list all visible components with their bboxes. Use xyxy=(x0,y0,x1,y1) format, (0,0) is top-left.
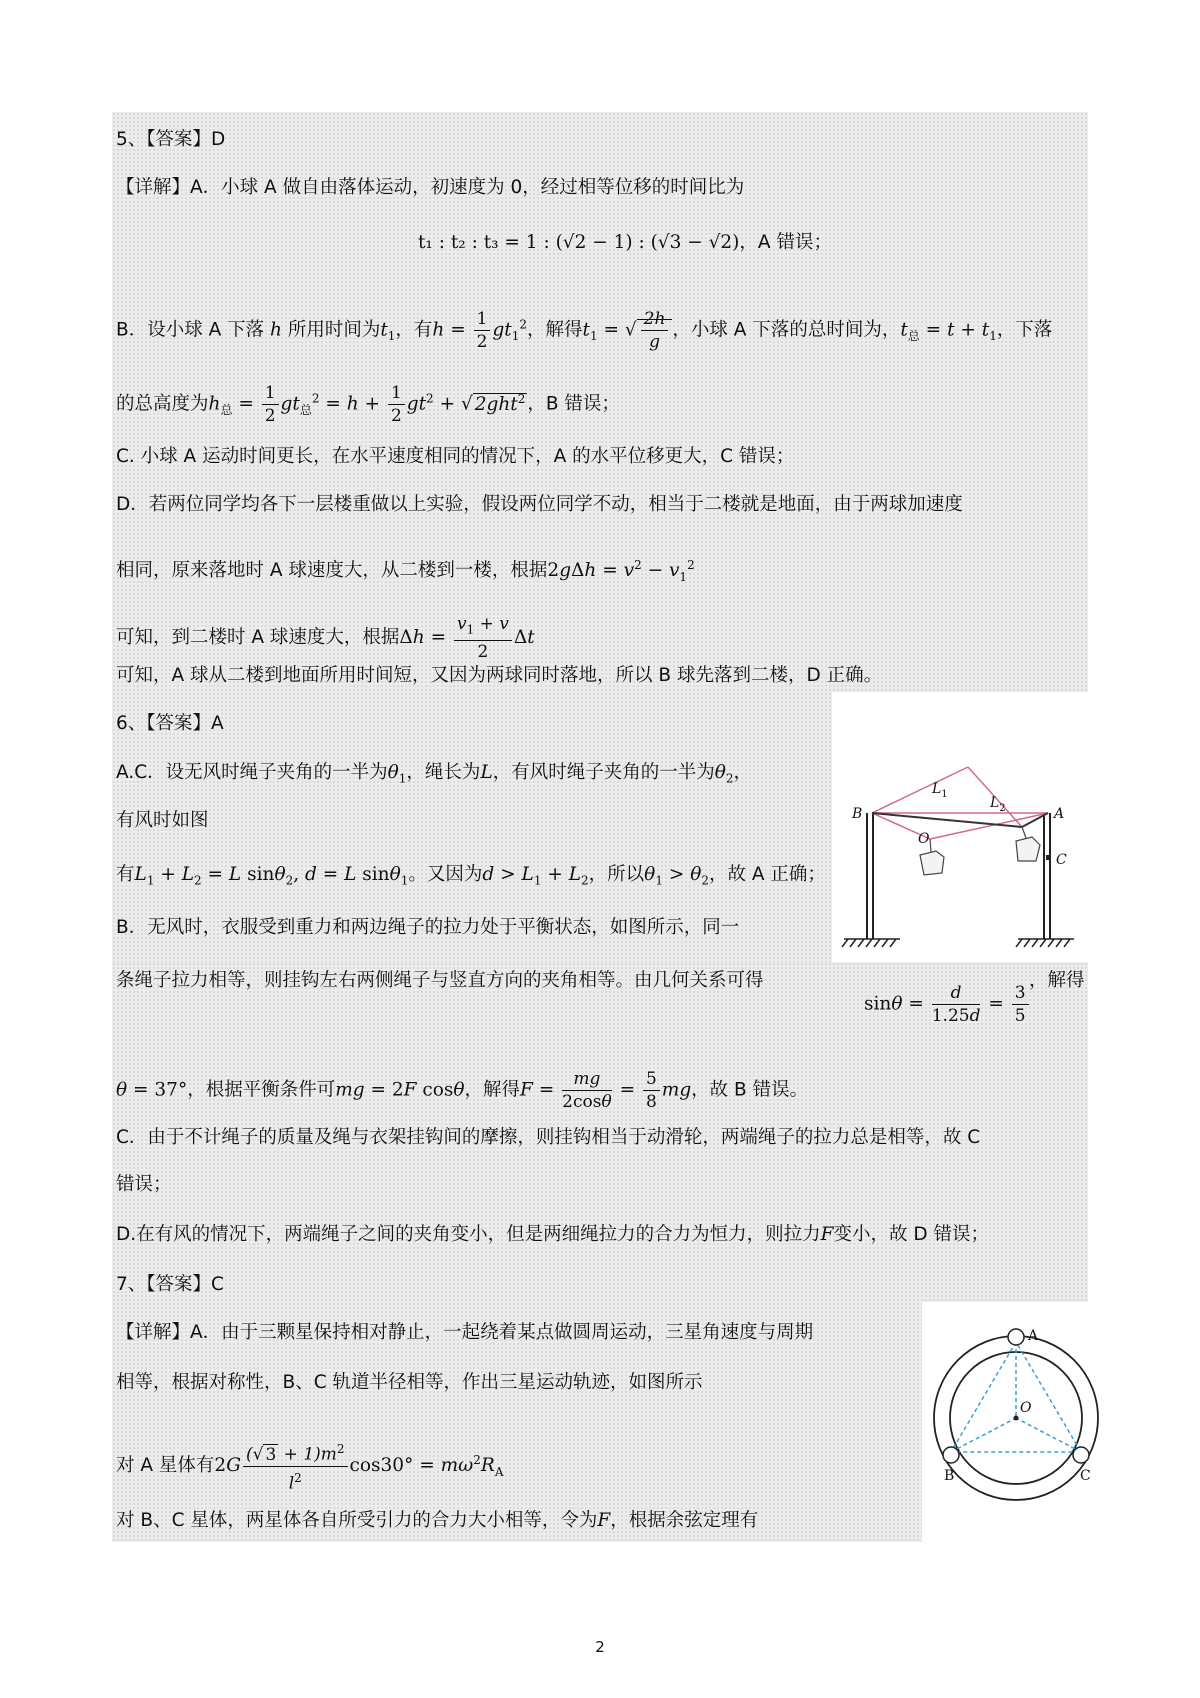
orbit-label-o: O xyxy=(1020,1400,1032,1416)
q6-d-text-b: 变小，故 D 错误； xyxy=(833,1224,989,1245)
triangle-dashed xyxy=(951,1342,1081,1452)
q5-b2-text-b: ，B 错误； xyxy=(527,393,620,415)
q5-option-d-line4: 可知，A 球从二楼到地面所用时间短，又因为两球同时落地，所以 B 球先落到二楼，D 正确。 xyxy=(116,665,883,686)
q5-option-c: C. 小球 A 运动时间更长，在水平速度相同的情况下，A 的水平位移更大，C 错误； xyxy=(116,446,795,467)
q5-answer: 5、【答案】D xyxy=(116,129,226,150)
q5-d3-text: 可知，到二楼时 A 球速度大，根据 xyxy=(116,627,400,649)
q5-option-d-line2: 相同，原来落地时 A 球速度大，从二楼到一楼，根据$2g\Delta h = v^2 - v_1^2$ xyxy=(116,558,695,584)
q6-ac3-text-b: 。又因为 xyxy=(408,864,483,885)
three-star-orbit-figure xyxy=(924,1322,1110,1502)
q6-b2-text-a: 条绳子拉力相等，则挂钩左右两侧绳子与竖直方向的夹角相等。由几何关系可得 xyxy=(116,970,764,991)
time-ratio-equation: t₁ : t₂ : t₃ = 1 : (√2 − 1) : (√3 − √2) xyxy=(418,232,740,253)
orbit-label-b: B xyxy=(944,1468,955,1484)
q5-d2-text: 相同，原来落地时 A 球速度大，从二楼到一楼，根据 xyxy=(116,560,548,582)
sqrt-2h-over-g: $\frac{2h}{g}$ xyxy=(641,308,669,353)
q5-b-text-c: ，有 xyxy=(395,319,433,341)
q6-sin-theta-equation: sinθ = $\frac{d}{1.25d}$ = $\frac{3}{5}$ xyxy=(864,982,1031,1027)
figure-label-c: C xyxy=(1056,852,1067,868)
q5-option-d-line1: D．若两位同学均各下一层楼重做以上实验，假设两位同学不动，相当于二楼就是地面，由于两球加速度 xyxy=(116,494,963,515)
star-a xyxy=(1008,1329,1024,1345)
q6-ac-line2: 有风时如图 xyxy=(116,810,209,831)
star-b xyxy=(943,1447,959,1463)
q7-detail-line2: 相等，根据对称性，B、C 轨道半径相等，作出三星运动轨迹，如图所示 xyxy=(116,1372,703,1393)
q7-d4-tail: ，根据余弦定理有 xyxy=(610,1510,759,1531)
q6-b3-text-c: ，故 B 错误。 xyxy=(691,1079,809,1101)
q6-ac1-text-b: ，绳长为 xyxy=(406,762,481,783)
figure-label-a: A xyxy=(1054,806,1065,822)
figure-label-l2: $L_2$ xyxy=(990,795,1006,814)
half-fraction: $\frac{1}{2}$ xyxy=(474,308,491,353)
q5-time-ratio-line xyxy=(418,230,832,256)
page-number: 2 xyxy=(595,1638,605,1656)
q6-answer: 6、【答案】A xyxy=(116,713,224,734)
q6-b-line2 xyxy=(116,968,1085,994)
q6-ac1-text-a: A.C．设无风时绳子夹角的一半为 xyxy=(116,762,388,783)
q6-ac1-text-c: ，有风时绳子夹角的一半为 xyxy=(492,762,715,783)
q6-b-line3: θ = 37°，根据平衡条件可mg = 2F cosθ，解得F = $\frac{mg}{2\cos\theta}$ = $\frac{5}{8}$ mg，故 B 错误。 xyxy=(116,1069,809,1112)
pink-rope-lines xyxy=(872,767,1048,839)
q7-d3-text: 对 A 星体有 xyxy=(116,1455,215,1477)
q5-b2-text-a: 的总高度为 xyxy=(116,393,209,415)
figure-label-b: B xyxy=(852,806,863,822)
q6-ac-line1: A.C．设无风时绳子夹角的一半为$\theta_1$，绳长为L，有风时绳子夹角的一半为$\theta_2$， xyxy=(116,762,753,786)
q5-option-d-line3: 可知，到二楼时 A 球速度大，根据Δh = $\frac{v_1 + v}{2}$ Δt xyxy=(116,614,535,663)
right-pole xyxy=(1044,813,1050,939)
figure-label-l1: $L_1$ xyxy=(932,781,948,800)
q5-b-text-d: ，解得 xyxy=(527,319,583,341)
figure-label-o: O xyxy=(918,831,930,847)
point-c-marker xyxy=(1046,855,1051,860)
orbit-label-c: C xyxy=(1080,1468,1091,1484)
q5-b-text-f: ，下落 xyxy=(996,319,1053,341)
q6-c-line1: C．由于不计绳子的质量及绳与衣架挂钩间的摩擦，则挂钩相当于动滑轮，两端绳子的拉力总是相等，故 C xyxy=(116,1127,981,1148)
clothesline-figure xyxy=(840,705,1090,950)
q6-d-text-a: D.在有风的情况下，两端绳子之间的夹角变小，但是两细绳拉力的合力为恒力，则拉力 xyxy=(116,1224,821,1245)
q7-detail-line4: 对 B、C 星体，两星体各自所受引力的合力大小相等，令为F，根据余弦定理有 xyxy=(116,1510,759,1531)
left-pole xyxy=(867,813,873,939)
hanging-clothes xyxy=(920,827,1040,875)
q5-b-line1: B．设小球 A 下落 h 所用时间为$t_1$，有h = $\frac{1}{2}$ $gt_1^2$，解得$t_1$ = √ $\frac{2h}{g}$ ，小球 A 下落的总时间为，$t_总 = t + t_1$，下落 xyxy=(116,309,1053,352)
center-point-o xyxy=(1014,1416,1019,1421)
q5-b-line2: 的总高度为$h_总$ = $\frac{1}{2}$ $gt_总^2 = h$ + $\frac{1}{2}$ $gt^2$ + √ 2ght$^2$ ，B 错误； xyxy=(116,383,620,426)
q7-detail-line3: 对 A 星体有2G $\frac{(√ 3 + 1)m^2}{l^2}$ $\cos 30^\circ = m\omega^2R_A$ xyxy=(116,1438,503,1494)
ground-hatch-right xyxy=(1016,939,1074,947)
q7-answer: 7、【答案】C xyxy=(116,1274,224,1295)
ground-hatch-left xyxy=(842,939,900,947)
q5-b-text-a: B．设小球 A 下落 xyxy=(116,319,265,341)
q6-ac3-text-c: ，所以 xyxy=(588,864,645,885)
q6-b3-text-a: ，根据平衡条件可 xyxy=(187,1079,336,1101)
q6-b2-text-b: ，解得 xyxy=(1029,970,1085,991)
q6-ac3-text-a: 有 xyxy=(116,864,135,885)
star-c xyxy=(1073,1447,1089,1463)
q6-b-line1: B．无风时，衣服受到重力和两边绳子的拉力处于平衡状态，如图所示，同一 xyxy=(116,917,740,938)
time-ratio-tail: ，A 错误； xyxy=(739,232,832,253)
q7-d4-text: 对 B、C 星体，两星体各自所受引力的合力大小相等，令为 xyxy=(116,1510,598,1531)
q5-b-text-e: ，小球 A 下落的总时间为， xyxy=(672,319,901,341)
q6-d-line: D.在有风的情况下，两端绳子之间的夹角变小，但是两细绳拉力的合力为恒力，则拉力F变小，故 D 错误； xyxy=(116,1224,989,1245)
q7-detail-line1: 【详解】A．由于三颗星保持相对静止，一起绕着某点做圆周运动，三星角速度与周期 xyxy=(116,1322,814,1343)
q6-c-line2: 错误； xyxy=(116,1174,172,1195)
q5-b-text-b: 所用时间为 xyxy=(287,319,381,341)
q6-ac-line3: 有$L_1 + L_2 = L$ sinθ$_2$, d = L sinθ$_1$。又因为$d > L_1 + L_2$，所以$\theta_1 > \theta_2$，故 A 正确； xyxy=(116,864,826,888)
q6-b3-text-b: ，解得 xyxy=(464,1079,521,1101)
orbit-label-a: A xyxy=(1028,1328,1039,1344)
q5-detail-a: 【详解】A．小球 A 做自由落体运动，初速度为 0，经过相等位移的时间比为 xyxy=(116,177,745,198)
q6-ac3-text-d: ，故 A 正确； xyxy=(709,864,826,885)
